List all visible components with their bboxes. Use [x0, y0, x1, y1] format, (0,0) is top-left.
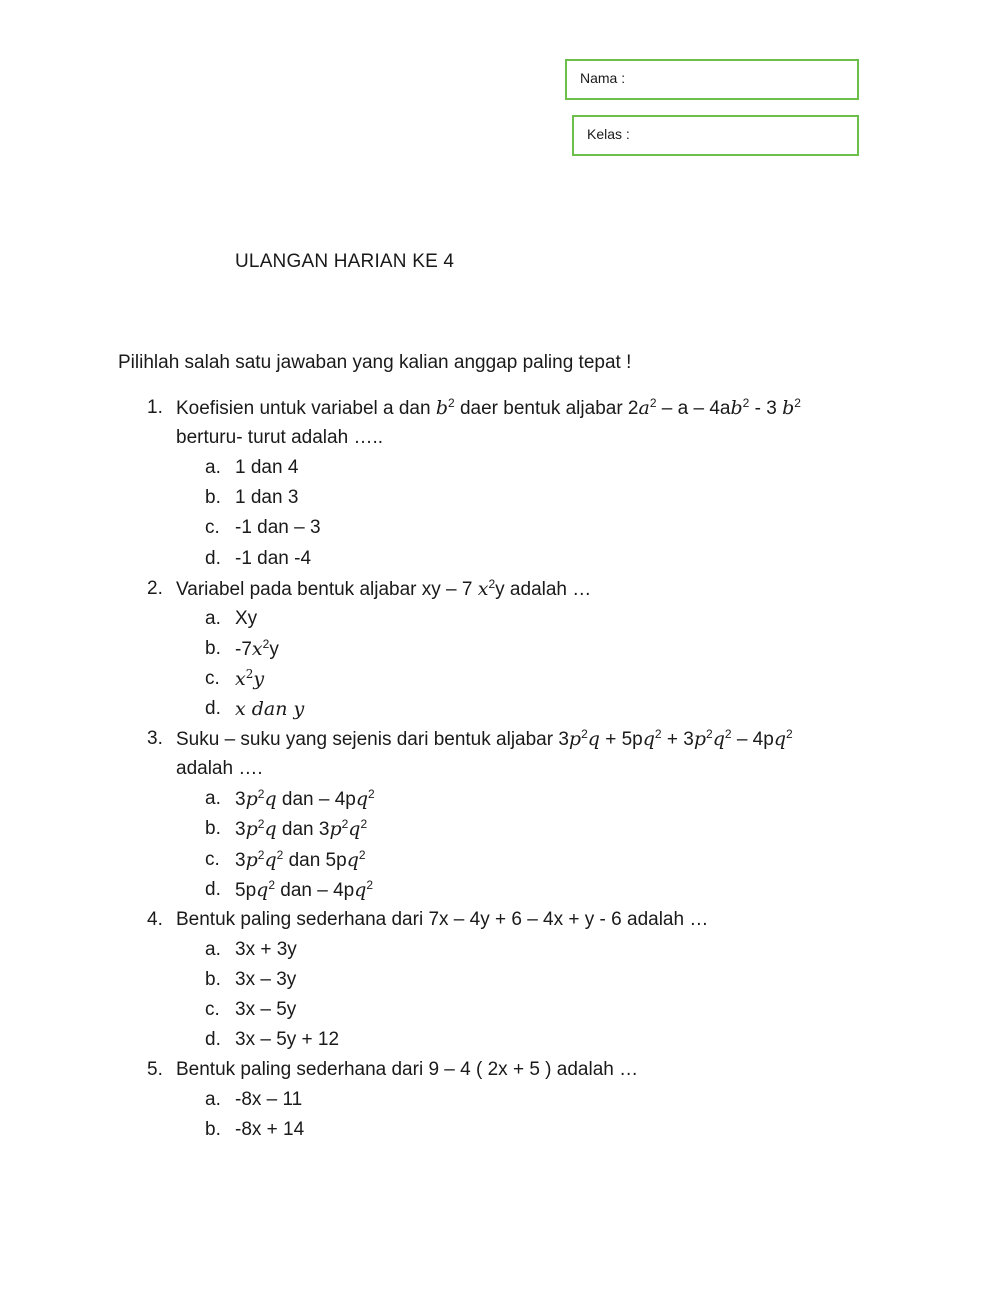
option-text: 3x – 5y: [235, 999, 297, 1020]
option-letter: a.: [205, 457, 221, 478]
option-text: -1 dan -4: [235, 548, 312, 569]
option-text: 3x + 3y: [235, 939, 297, 960]
option-letter: c.: [205, 517, 220, 538]
nama-field[interactable]: [565, 59, 859, 100]
option-letter: d.: [205, 698, 221, 719]
option-letter: d.: [205, 879, 221, 900]
option-letter: a.: [205, 608, 221, 629]
question-number: 1.: [147, 397, 163, 418]
option-letter: a.: [205, 939, 221, 960]
option-text: $3p^2q$ dan $3p^2q^2$: [235, 817, 368, 840]
option-text: $3p^2q$ dan – $4pq^2$: [235, 787, 375, 810]
kelas-label: Kelas :: [587, 126, 630, 142]
question-number: 5.: [147, 1059, 163, 1080]
option-text: -1 dan – 3: [235, 517, 321, 538]
question-text: Bentuk paling sederhana dari 9 – 4 ( 2x + 5 ) adalah …: [176, 1059, 639, 1080]
page-title: ULANGAN HARIAN KE 4: [235, 251, 455, 272]
kelas-field[interactable]: [572, 115, 859, 156]
question-text: Suku – suku yang sejenis dari bentuk aljabar $3p^2q + 5pq^2 + 3p^2q^2 - 4pq^2$: [176, 727, 793, 750]
option-letter: a.: [205, 788, 221, 809]
nama-label: Nama :: [580, 70, 626, 86]
option-letter: d.: [205, 548, 221, 569]
question-text: Bentuk paling sederhana dari 7x – 4y + 6 – 4x + y - 6 adalah …: [176, 909, 709, 930]
question-number: 3.: [147, 728, 163, 749]
option-text: 1 dan 3: [235, 487, 299, 508]
option-text: $-7x^2y$: [235, 637, 279, 660]
question-number: 4.: [147, 909, 163, 930]
option-text: x dan y: [235, 698, 305, 720]
instruction-text: Pilihlah salah satu jawaban yang kalian anggap paling tepat !: [118, 352, 632, 373]
option-letter: d.: [205, 1029, 221, 1050]
question-number: 2.: [147, 578, 163, 599]
option-letter: a.: [205, 1089, 221, 1110]
question-text: adalah ….: [176, 758, 263, 779]
question-text: Variabel pada bentuk aljabar xy – 7 $x^2y$ adalah …: [176, 577, 592, 600]
option-text: 3x – 5y + 12: [235, 1029, 340, 1050]
option-text: 1 dan 4: [235, 457, 299, 478]
question-text: Koefisien untuk variabel a dan $b^2$ daer bentuk aljabar $2a^2$ – a – $4ab^2 - 3$ $b^2$: [176, 396, 801, 419]
option-letter: c.: [205, 668, 220, 689]
option-letter: b.: [205, 487, 221, 508]
option-letter: c.: [205, 849, 220, 870]
option-letter: b.: [205, 1119, 221, 1140]
option-text: -8x + 14: [235, 1119, 305, 1140]
option-letter: b.: [205, 818, 221, 839]
option-text: $3p^2q^2$ dan $5pq^2$: [235, 848, 366, 871]
option-letter: c.: [205, 999, 220, 1020]
question-text: berturu- turut adalah …..: [176, 427, 383, 448]
option-text: $x^2y$: [235, 667, 265, 690]
option-text: 3x – 3y: [235, 969, 297, 990]
option-text: -8x – 11: [235, 1089, 303, 1110]
option-text: $5pq^2$ dan – $4pq^2$: [235, 878, 374, 901]
option-letter: b.: [205, 638, 221, 659]
option-text: Xy: [235, 608, 258, 629]
option-letter: b.: [205, 969, 221, 990]
